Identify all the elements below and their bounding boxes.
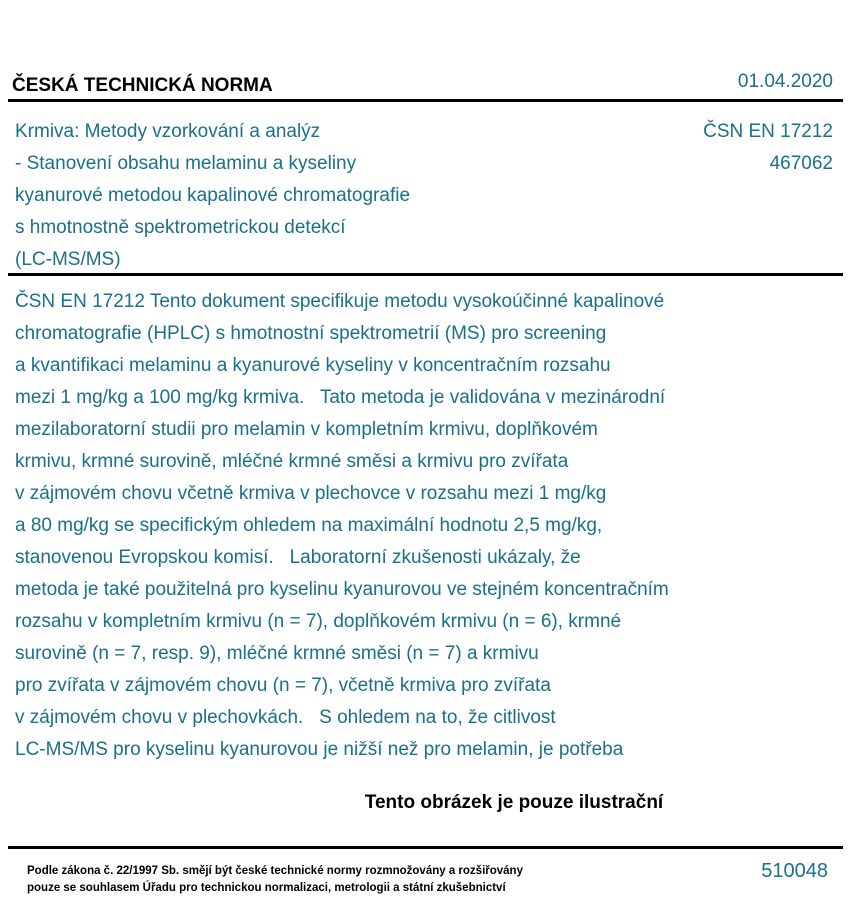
abstract-line: a kvantifikaci melaminu a kyanurové kyseliny v koncentračním rozsahu bbox=[15, 355, 611, 376]
abstract-line: stanovenou Evropskou komisí. Laboratorní zkušenosti ukázaly, že bbox=[15, 547, 581, 568]
abstract-line: krmivu, krmné surovině, mléčné krmné směsi a krmivu pro zvířata bbox=[15, 451, 569, 472]
standard-title-line: Krmiva: Metody vzorkování a analýz bbox=[15, 121, 321, 142]
publication-date: 01.04.2020 bbox=[737, 71, 833, 92]
abstract-line: chromatografie (HPLC) s hmotnostní spektrometrií (MS) pro screening bbox=[15, 323, 607, 344]
abstract-line: v zájmovém chovu včetně krmiva v plechovce v rozsahu mezi 1 mg/kg bbox=[15, 483, 607, 504]
abstract-line: mezilaboratorní studii pro melamin v kompletním krmivu, doplňkovém bbox=[15, 419, 598, 440]
abstract-line: v zájmovém chovu v plechovkách. S ohledem na to, že citlivost bbox=[15, 707, 556, 728]
illustration-notice: Tento obrázek je pouze ilustrační bbox=[364, 792, 664, 813]
legal-notice-line: Podle zákona č. 22/1997 Sb. smějí být české technické normy rozmnožovány a rozšiřovány bbox=[27, 865, 523, 877]
standard-title bbox=[15, 116, 410, 276]
standard-identifiers bbox=[703, 116, 833, 180]
abstract-text bbox=[15, 286, 669, 766]
abstract-line: LC-MS/MS pro kyselinu kyanurovou je nižší než pro melamin, je potřeba bbox=[15, 739, 624, 760]
header-divider bbox=[8, 99, 843, 102]
standard-title-line: s hmotnostně spektrometrickou detekcí bbox=[15, 217, 346, 238]
abstract-line: ČSN EN 17212 Tento dokument specifikuje metodu vysokoúčinné kapalinové bbox=[15, 291, 665, 312]
footer-divider bbox=[8, 846, 843, 849]
standard-title-line: - Stanovení obsahu melaminu a kyseliny bbox=[15, 153, 357, 174]
abstract-line: a 80 mg/kg se specifickým ohledem na maximální hodnotu 2,5 mg/kg, bbox=[15, 515, 603, 536]
footer-document-code: 510048 bbox=[761, 860, 828, 882]
abstract-line: mezi 1 mg/kg a 100 mg/kg krmiva. Tato metoda je validována v mezinárodní bbox=[15, 387, 666, 408]
legal-notice bbox=[27, 863, 523, 897]
standard-title-line: (LC-MS/MS) bbox=[15, 249, 121, 270]
abstract-line: pro zvířata v zájmovém chovu (n = 7), včetně krmiva pro zvířata bbox=[15, 675, 551, 696]
class-number: 467062 bbox=[769, 153, 833, 174]
title-divider bbox=[8, 273, 843, 276]
abstract-line: rozsahu v kompletním krmivu (n = 7), doplňkovém krmivu (n = 6), krmné bbox=[15, 611, 622, 632]
legal-notice-line: pouze se souhlasem Úřadu pro technickou normalizaci, metrologii a státní zkušebnictví bbox=[27, 882, 506, 894]
standard-code: ČSN EN 17212 bbox=[703, 121, 833, 142]
document-type-title: ČESKÁ TECHNICKÁ NORMA bbox=[12, 75, 273, 96]
standard-title-line: kyanurové metodou kapalinové chromatografie bbox=[15, 185, 411, 206]
abstract-line: surovině (n = 7, resp. 9), mléčné krmné směsi (n = 7) a krmivu bbox=[15, 643, 539, 664]
abstract-line: metoda je také použitelná pro kyselinu kyanurovou ve stejném koncentračním bbox=[15, 579, 669, 600]
